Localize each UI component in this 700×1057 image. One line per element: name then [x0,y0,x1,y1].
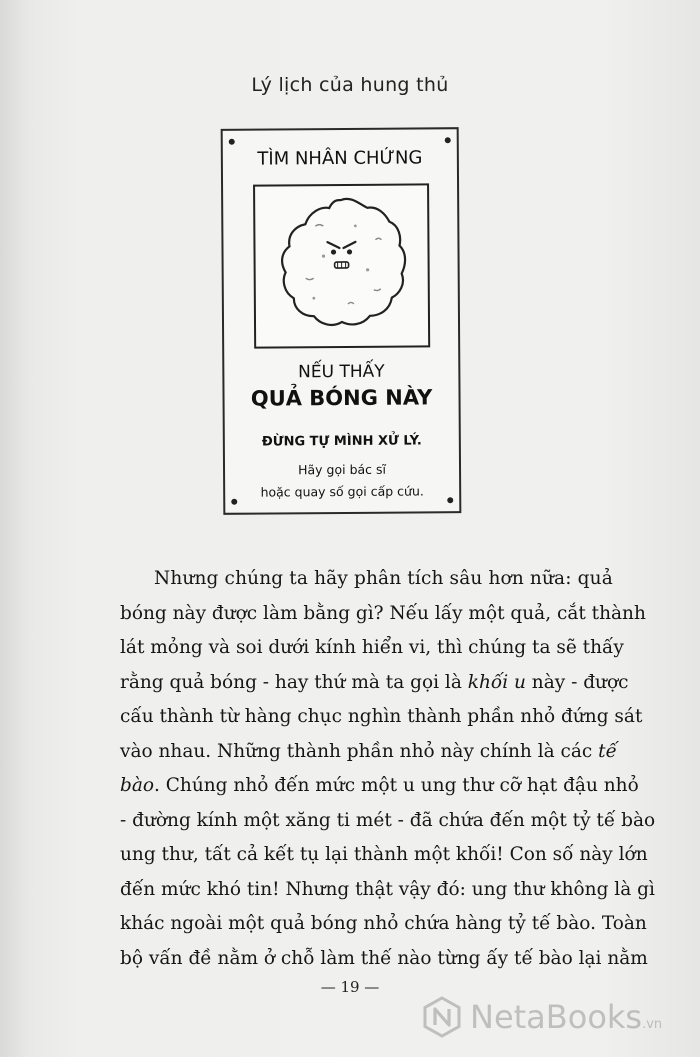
wanted-poster [221,127,462,515]
poster-title: TÌM NHÂN CHỨNG [257,147,423,170]
body-line-text: này - được [525,671,629,693]
body-line: bộ vấn đề nằm ở chỗ làm thế nào từng ấy tế bào lại nằm [120,947,648,969]
body-line: đến mức khó tin! Nhưng thật vậy đó: ung thư không là gì [120,878,655,900]
body-line: ung thư, tất cả kết tụ lại thành một khối! Con số này lớn [120,844,648,865]
poster-line-warning: ĐỪNG TỰ MÌNH XỬ LÝ. [261,433,422,450]
body-line: lát mỏng và soi dưới kính hiển vi, thì chúng ta sẽ thấy [120,637,624,658]
pin-top-left [229,139,235,145]
tumor-illustration-svg [255,185,428,346]
body-paragraph [120,562,656,976]
watermark-suffix: .vn [642,1016,663,1032]
tumor-ball-face-icon [253,183,430,348]
body-line [120,735,617,770]
page-number: — 19 — [320,978,380,996]
running-head: Lý lịch của hung thủ [251,74,449,96]
poster-line-if-you-see: NẾU THẤY [298,361,385,383]
body-line: khác ngoài một quả bóng nhỏ chứa hàng tỷ tế bào. Toàn [120,913,647,934]
watermark [420,992,690,1042]
poster-line-this-ball: QUẢ BÓNG NÀY [250,385,433,411]
body-line [120,769,639,804]
body-line-text: vào nhau. Những thành phần nhỏ này chính là các [120,740,599,762]
body-line-text: . Chúng nhỏ đến mức một u ung thư cỡ hạt đậu nhỏ [154,775,639,796]
body-line: - đường kính một xăng ti mét - đã chứa đến một tỷ tế bào [120,809,656,831]
term-te-bao-part1: tế [598,740,617,762]
poster-line-call-emergency: hoặc quay số gọi cấp cứu. [260,483,424,500]
body-line: bóng này được làm bằng gì? Nếu lấy một quả, cắt thành [120,602,646,624]
pin-top-right [445,137,451,143]
body-line-text: rằng quả bóng - hay thứ mà ta gọi là [120,671,468,693]
poster-line-call-doctor: Hãy gọi bác sĩ [298,461,387,478]
netabooks-logo-icon [420,995,464,1039]
body-line: cấu thành từ hàng chục nghìn thành phần nhỏ đứng sát [120,706,643,727]
body-line [120,666,629,701]
watermark-text: NetaBooks [470,998,643,1036]
body-line: Nhưng chúng ta hãy phân tích sâu hơn nữa: quả [154,568,613,589]
term-te-bao-part2: bào [120,775,155,796]
term-khoi-u: khối u [467,671,526,693]
